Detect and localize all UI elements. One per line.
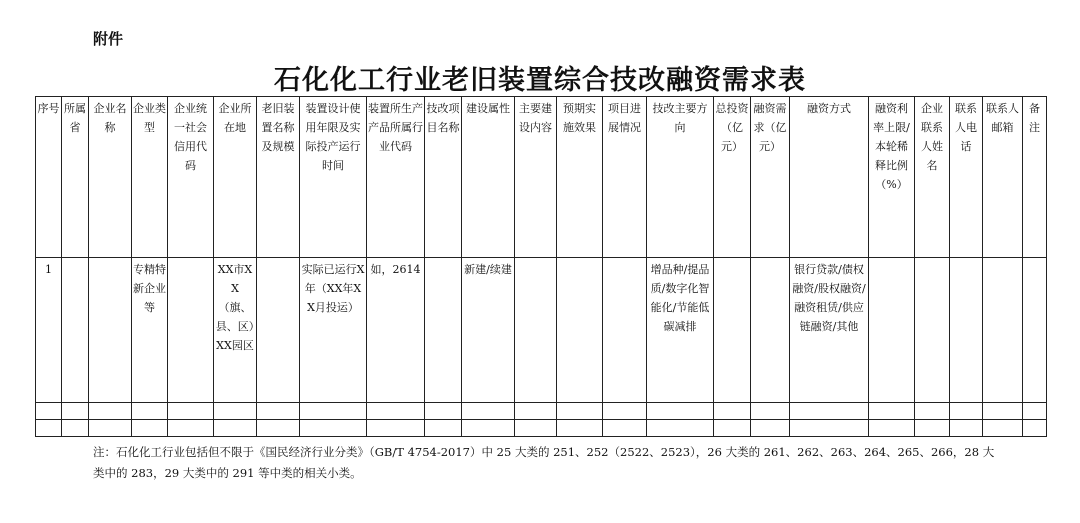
- table-row: [36, 258, 1047, 403]
- header-cell: 企业名称: [89, 97, 132, 258]
- table-header-row: [36, 97, 1047, 258]
- table-cell: XX市XX（旗、县、区）XX园区: [214, 258, 257, 403]
- table-cell: [89, 258, 132, 403]
- table-cell: 1: [36, 258, 62, 403]
- table-cell: [603, 258, 647, 403]
- header-cell: 企业所在地: [214, 97, 257, 258]
- table-cell: [983, 258, 1023, 403]
- financing-demand-table: [35, 96, 1047, 437]
- header-cell: 总投资（亿元）: [714, 97, 751, 258]
- table-cell: [915, 258, 950, 403]
- table-cell: [751, 258, 790, 403]
- table-cell: 增品种/提品质/数字化智能化/节能低碳减排: [647, 258, 714, 403]
- table-cell: 如，2614: [367, 258, 425, 403]
- header-cell: 装置所生产产品所属行业代码: [367, 97, 425, 258]
- header-cell: 企业统一社会信用代码: [168, 97, 214, 258]
- header-cell: 序号: [36, 97, 62, 258]
- header-cell: 技改主要方向: [647, 97, 714, 258]
- header-cell: 融资方式: [790, 97, 869, 258]
- footnote: 注：石化化工行业包括但不限于《国民经济行业分类》（GB/T 4754-2017）中 25 大类的 251、252（2522、2523），26 大类的 261、262、263、264、265、266，28 大类中的 283，29 大类中的 291 等中类的相关小类。: [93, 445, 995, 480]
- table-cell: [950, 258, 983, 403]
- header-cell: 备注: [1023, 97, 1047, 258]
- table-cell: [168, 258, 214, 403]
- table-cell: [869, 258, 915, 403]
- table-cell: [714, 258, 751, 403]
- table-cell: 实际已运行X年（XX年XX月投运）: [300, 258, 367, 403]
- table-cell: [515, 258, 557, 403]
- table-empty-row: [36, 403, 1047, 420]
- table-cell: 专精特新企业等: [132, 258, 168, 403]
- header-cell: 联系人电话: [950, 97, 983, 258]
- header-cell: 装置设计使用年限及实际投产运行时间: [300, 97, 367, 258]
- header-cell: 融资利率上限/本轮稀释比例（%）: [869, 97, 915, 258]
- table-cell: [62, 258, 89, 403]
- header-cell: 主要建设内容: [515, 97, 557, 258]
- header-cell: 所属省: [62, 97, 89, 258]
- header-cell: 技改项目名称: [425, 97, 462, 258]
- table-cell: 新建/续建: [462, 258, 515, 403]
- attachment-label: 附件: [93, 30, 124, 48]
- document-title: 石化化工行业老旧装置综合技改融资需求表: [274, 65, 806, 96]
- table-cell: [257, 258, 300, 403]
- header-cell: 建设属性: [462, 97, 515, 258]
- table-cell: [557, 258, 603, 403]
- table-cell: [1023, 258, 1047, 403]
- header-cell: 老旧装置名称及规模: [257, 97, 300, 258]
- header-cell: 融资需求（亿元）: [751, 97, 790, 258]
- header-cell: 预期实施效果: [557, 97, 603, 258]
- header-cell: 项目进展情况: [603, 97, 647, 258]
- header-cell: 企业联系人姓名: [915, 97, 950, 258]
- table-cell: 银行贷款/债权融资/股权融资/融资租赁/供应链融资/其他: [790, 258, 869, 403]
- header-cell: 联系人邮箱: [983, 97, 1023, 258]
- table-empty-row: [36, 420, 1047, 437]
- table-cell: [425, 258, 462, 403]
- header-cell: 企业类型: [132, 97, 168, 258]
